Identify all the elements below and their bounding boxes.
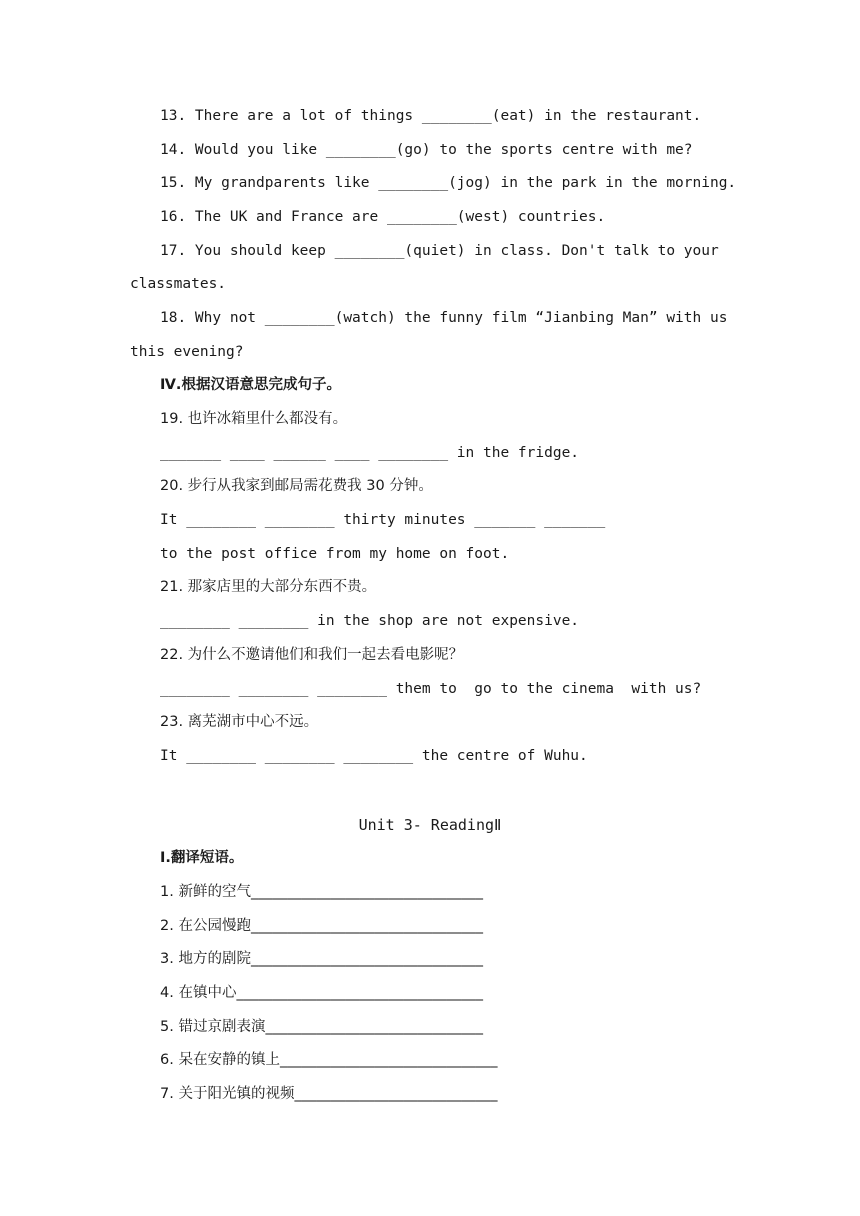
phrase-item: 1. 新鲜的空气________________________________ [160,884,483,900]
phrase-item: 4. 在镇中心__________________________________ [160,985,483,1001]
question-18-line2: this evening? [130,344,244,360]
phrase-item: 3. 地方的剧院________________________________ [160,951,483,967]
question-22-chinese: 22. 为什么不邀请他们和我们一起去看电影呢？ [160,647,464,663]
question-18-line1: 18. Why not ________(watch) the funny film “Jianbing Man” with us [160,310,728,326]
question-23-chinese: 23. 离芜湖市中心不远。 [160,714,319,730]
question-17-line2: classmates. [130,276,227,292]
phrase-item: 2. 在公园慢跑________________________________ [160,918,483,934]
phrase-item: 5. 错过京剧表演______________________________ [160,1019,483,1035]
question-16: 16. The UK and France are ________(west) countries. [160,209,606,225]
section-heading-iv: Ⅳ.根据汉语意思完成句子。 [160,377,341,393]
unit-title: Unit 3- ReadingⅡ [358,816,502,834]
question-17-line1: 17. You should keep ________(quiet) in class. Don't talk to your [160,243,719,259]
question-20-english-line2: to the post office from my home on foot. [160,546,510,562]
question-15: 15. My grandparents like ________(jog) in the park in the morning. [160,175,737,191]
question-22-english: ________ ________ ________ them to go to the cinema with us? [160,681,702,697]
question-23-english: It ________ ________ ________ the centre of Wuhu. [160,748,588,764]
question-21-chinese: 21. 那家店里的大部分东西不贵。 [160,579,377,595]
phrase-item: 7. 关于阳光镇的视频____________________________ [160,1086,498,1102]
question-20-chinese: 20. 步行从我家到邮局需花费我 30 分钟。 [160,478,433,494]
question-19-english: _______ ____ ______ ____ ________ in the fridge. [160,445,580,461]
question-14: 14. Would you like ________(go) to the sports centre with me? [160,142,693,158]
question-13: 13. There are a lot of things ________(eat) in the restaurant. [160,108,702,124]
question-19-chinese: 19. 也许冰箱里什么都没有。 [160,411,348,427]
question-20-english-line1: It ________ ________ thirty minutes _______ _______ [160,512,606,528]
question-21-english: ________ ________ in the shop are not expensive. [160,613,580,629]
phrase-item: 6. 呆在安静的镇上______________________________ [160,1052,498,1068]
section-heading-i: Ⅰ.翻译短语。 [160,850,244,866]
